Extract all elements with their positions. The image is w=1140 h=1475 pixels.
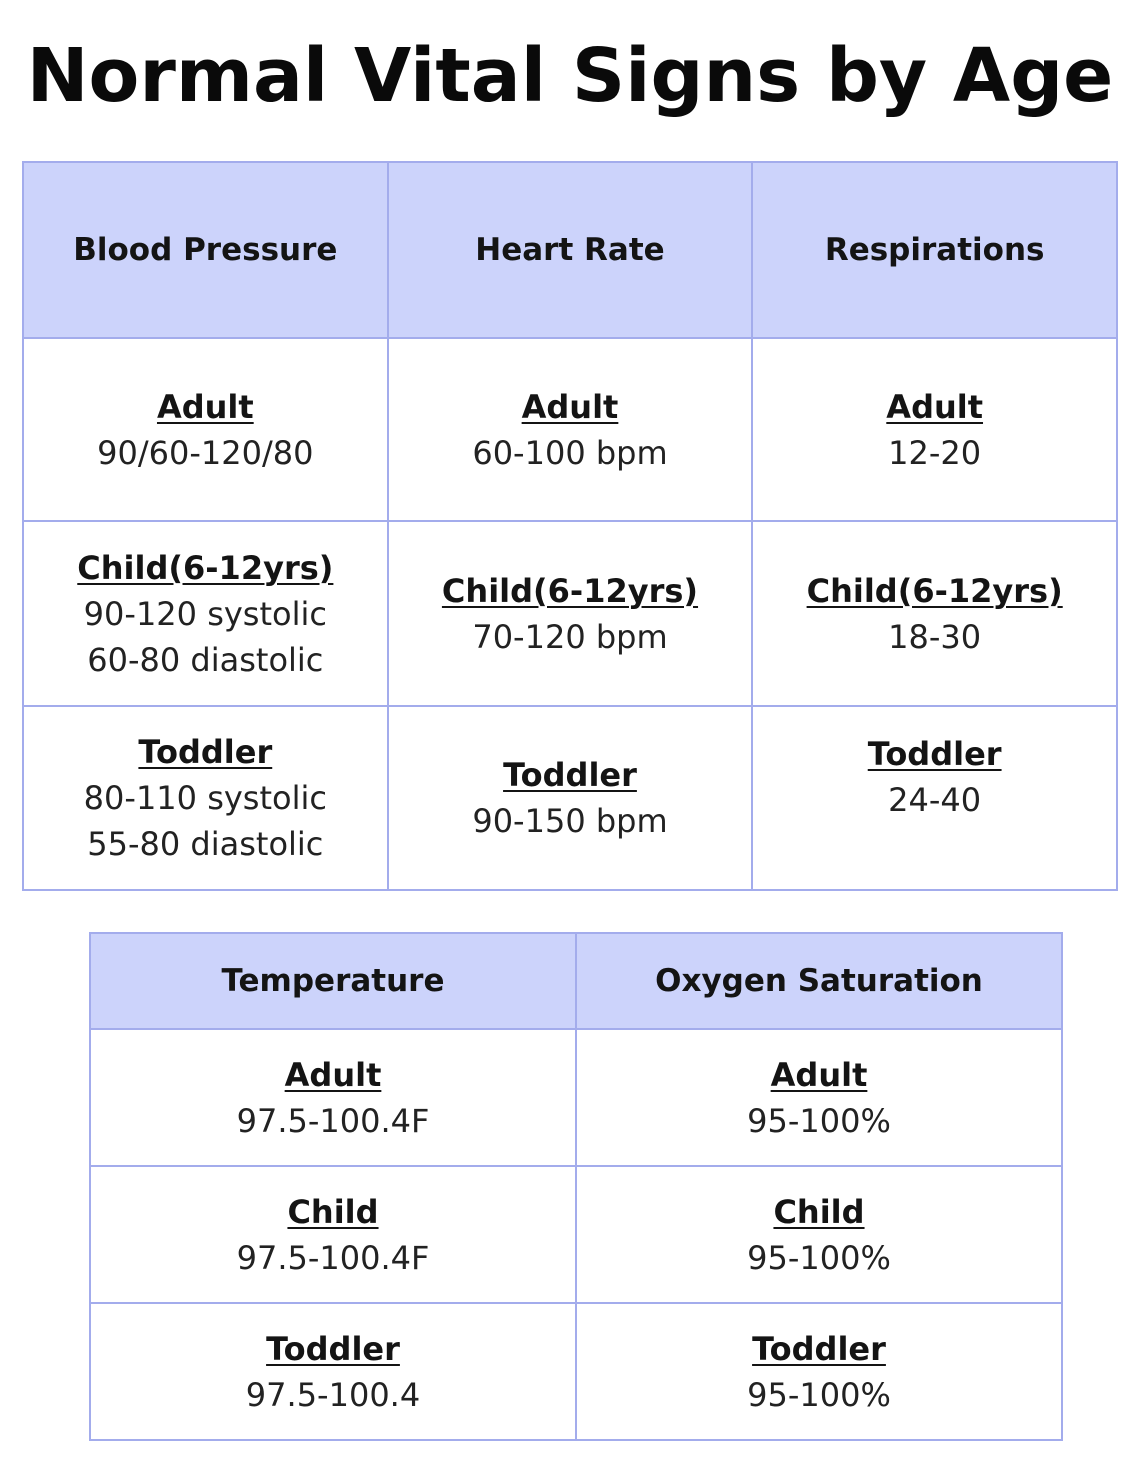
age-group-label: Adult <box>521 387 619 426</box>
vital-value: 12-20 <box>888 433 982 472</box>
header-temperature: Temperature <box>90 933 576 1029</box>
vital-value: 95-100% <box>747 1101 891 1140</box>
cell-hr-child <box>388 521 753 706</box>
vital-value: 97.5-100.4 <box>245 1375 421 1414</box>
vital-value: 95-100% <box>747 1375 891 1414</box>
vitals-table-top <box>22 161 1118 891</box>
age-group-label: Child <box>287 1192 379 1231</box>
vitals-table-bottom <box>89 932 1063 1441</box>
age-group-label: Toddler <box>752 1329 886 1368</box>
cell-temp-toddler <box>90 1303 576 1440</box>
age-group-label: Toddler <box>867 735 1002 773</box>
header-oxygen-saturation: Oxygen Saturation <box>576 933 1062 1029</box>
cell-bp-toddler <box>23 706 388 890</box>
table-row <box>23 521 1117 706</box>
vital-value: 80-110 systolic <box>83 779 327 817</box>
vital-value: 90-150 bpm <box>472 802 668 840</box>
cell-resp-adult <box>752 338 1117 521</box>
header-respirations: Respirations <box>752 162 1117 338</box>
vital-value: 97.5-100.4F <box>236 1238 430 1277</box>
vital-value: 60-80 diastolic <box>87 640 324 679</box>
vital-value: 70-120 bpm <box>472 617 668 656</box>
cell-o2-toddler <box>576 1303 1062 1440</box>
page-title: Normal Vital Signs by Age <box>26 33 1114 119</box>
cell-temp-adult <box>90 1029 576 1166</box>
vital-value: 24-40 <box>888 781 982 819</box>
table-row <box>90 1166 1062 1303</box>
vital-value: 90-120 systolic <box>83 594 327 633</box>
vital-value: 95-100% <box>747 1238 891 1277</box>
cell-o2-adult <box>576 1029 1062 1166</box>
vital-value: 18-30 <box>888 617 982 656</box>
age-group-label: Child(6-12yrs) <box>77 548 334 587</box>
age-group-label: Toddler <box>266 1329 400 1368</box>
age-group-label: Child(6-12yrs) <box>441 571 699 610</box>
vital-value: 55-80 diastolic <box>87 825 324 863</box>
cell-resp-toddler <box>752 706 1117 890</box>
age-group-label: Child <box>773 1192 865 1231</box>
cell-temp-child <box>90 1166 576 1303</box>
cell-hr-adult <box>388 338 753 521</box>
header-blood-pressure: Blood Pressure <box>23 162 388 338</box>
age-group-label: Adult <box>770 1055 868 1094</box>
cell-hr-toddler <box>388 706 753 890</box>
age-group-label: Toddler <box>503 756 637 794</box>
table-row <box>23 338 1117 521</box>
header-heart-rate: Heart Rate <box>388 162 753 338</box>
table-row <box>23 706 1117 890</box>
age-group-label: Adult <box>156 387 254 426</box>
vital-value: 60-100 bpm <box>472 433 668 472</box>
cell-o2-child <box>576 1166 1062 1303</box>
vital-value: 90/60-120/80 <box>97 433 314 472</box>
age-group-label: Child(6-12yrs) <box>806 571 1063 610</box>
age-group-label: Adult <box>284 1055 382 1094</box>
table-row <box>90 1303 1062 1440</box>
table-header-row <box>90 933 1062 1029</box>
vital-value: 97.5-100.4F <box>236 1101 430 1140</box>
table-header-row <box>23 162 1117 338</box>
age-group-label: Adult <box>886 387 984 426</box>
cell-bp-child <box>23 521 388 706</box>
age-group-label: Toddler <box>138 733 273 771</box>
cell-resp-child <box>752 521 1117 706</box>
cell-bp-adult <box>23 338 388 521</box>
table-row <box>90 1029 1062 1166</box>
